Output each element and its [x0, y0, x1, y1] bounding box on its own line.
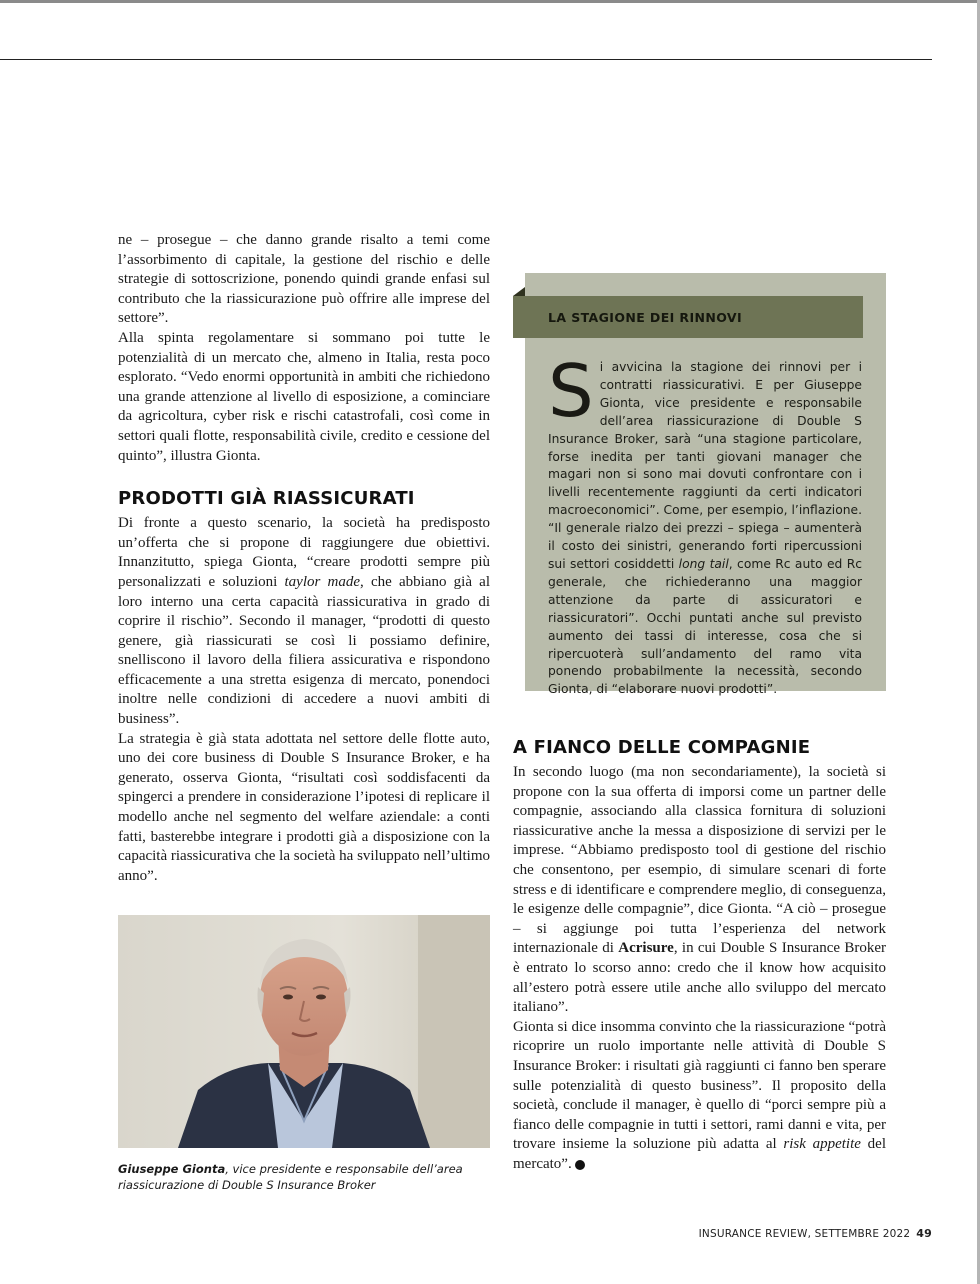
bold-text: Acrisure [618, 940, 674, 957]
drop-cap: S [548, 349, 594, 433]
body-paragraph: ne – prosegue – che danno grande risalto a temi come l’assorbimento di capitale, la gestione del rischio e delle strategie di sottoscrizione, ponendo quindi grande enfasi sul contributo che la riassicurazione può offrire alle imprese del settore”. [118, 232, 490, 327]
emphasis-text: long tail [678, 556, 729, 571]
sidebar-flag-fold [513, 287, 525, 296]
page-number: 49 [916, 1227, 932, 1240]
caption-name: Giuseppe Gionta [118, 1162, 226, 1176]
article-end-mark [575, 1160, 585, 1170]
body-paragraph: Alla spinta regolamentare si sommano poi tutte le potenzialità di un mercato che, almeno in Italia, resta poco esplorato. “Vedo enormi opportunità in ambiti che richiedono una grande attenzione al livello di esposizione, a cominciare da agricoltura, cyber risk e rischi catastrofali, così come in settori quali flotte, responsabilità civile, credito e cessione del quinto”, illustra Gionta. [118, 329, 490, 464]
sidebar-title: LA STAGIONE DEI RINNOVI [548, 310, 743, 325]
sidebar-body: Si avvicina la stagione dei rinnovi per i contratti riassicurativi. E per Giuseppe Gionta, vice presidente e responsabile dell’area riassicurazione di Double S Insurance Broker, sarà “una stagione particolare, forse inedita per tanti giovani manager che magari non si sono mai dovuti confrontare con i livelli recentemente raggiunti da certi indicatori macroeconomici”. Come, per esempio, l’inflazione. “Il generale rialzo dei prezzi – spiega – aumenterà il costo dei sinistri, generando forti ripercussioni sui settori cosiddetti long tail, come Rc auto ed Rc generale, che richiederanno una maggior attenzione da parte di assicuratori e riassicuratori”. Occhi puntati anche sul previsto aumento dei tassi di interesse, cosa che si ripercuoterà sull’andamento del ramo vita ponendo probabilmente la necessità, secondo Gionta, di “elaborare nuovi prodotti”. [548, 349, 863, 697]
page-top-border [0, 0, 980, 3]
body-paragraph: La strategia è già stata adottata nel settore delle flotte auto, uno dei core business di Double S Insurance Broker, e ha generato, osserva Gionta, “risultati così soddisfacenti da spingerci a prendere in considerazione l’ipotesi di replicare il modello anche nel segmento del welfare aziendale: a conti fatti, basterebbe integrare i prodotti già a disposizione con la capacità riassicurativa che la società ha sviluppato nell’ultimo anno”. [118, 730, 490, 884]
body-paragraph: Gionta si dice insomma convinto che la riassicurazione “potrà ricoprire un ruolo importante nelle attività di Double S Insurance Broker: i risultati già raggiunti ci fanno ben sperare sulle potenzialità di questo business”. Il proposito della società, conclude il manager, è quello di “porci sempre più a fianco delle compagnie in tutti i settori, rami danni e vita, per trovare insieme la soluzione più adatta al risk appetite del mercato”. [513, 1018, 886, 1172]
body-paragraph: In secondo luogo (ma non secondariamente), la società si propone con la sua offerta di imporsi come un partner delle compagnie, associando alla classica fornitura di soluzioni riassicurative anche la messa a disposizione di servizi per le imprese. “Abbiamo predisposto tool di gestione del rischio che consentono, per esempio, di simulare scenari di forte stress e di identificare e comprendere meglio, di conseguenza, le esigenze delle compagnie”, dice Gionta. “A ciò – prosegue – si aggiunge poi tutta l’esperienza del network internazionale di Acrisure, in cui Double S Insurance Broker è entrato lo scorso anno: credo che il know how acquisito all’estero potrà essere utile anche allo sviluppo del mercato italiano”. [513, 764, 886, 1016]
page-footer [699, 1227, 932, 1240]
header-rule [0, 59, 932, 60]
publication-name: INSURANCE REVIEW, SETTEMBRE 2022 [698, 1228, 911, 1240]
body-paragraph: Di fronte a questo scenario, la società ha predisposto un’offerta che si propone di raggiungere due obiettivi. Innanzitutto, spiega Gionta, “creare prodotti sempre più personalizzati e soluzioni taylor made, che abbiano già al loro interno una certa capacità riassicurativa in grado di coprire il rischio”. Secondo il manager, “prodotti di questo genere, già riassicurati se così li possiamo definire, snelliscono il lavoro della filiera assicurativa e rispondono efficacemente a una stretta esigenza di mercato, ponendoci inoltre nelle condizioni di accedere a nuovi ambiti di business”. [118, 515, 490, 728]
right-column [513, 737, 886, 1174]
section-heading-compagnie: A FIANCO DELLE COMPAGNIE [513, 737, 811, 758]
emphasis-text: risk appetite [783, 1136, 861, 1153]
portrait-photo [118, 915, 490, 1148]
section-heading-prodotti: PRODOTTI GIÀ RIASSICURATI [118, 488, 415, 510]
emphasis-text: taylor made [284, 573, 361, 590]
photo-caption: Giuseppe Gionta, vice presidente e responsabile dell’area riassicurazione di Double S Insurance Broker [118, 1162, 463, 1192]
left-column [118, 231, 490, 886]
